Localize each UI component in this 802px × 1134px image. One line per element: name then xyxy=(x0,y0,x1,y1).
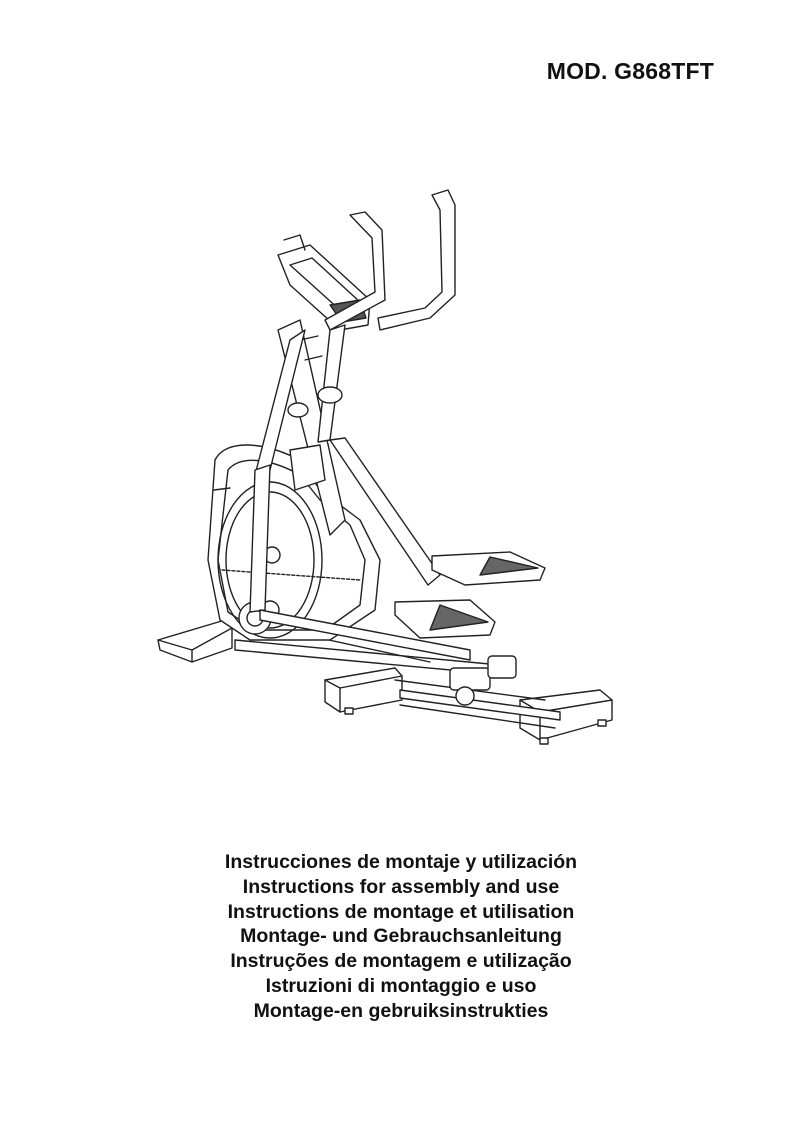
elliptical-trainer-icon xyxy=(140,175,630,755)
title-spanish: Instrucciones de montaje y utilización xyxy=(224,851,578,873)
title-portuguese: Instruções de montagem e utilização xyxy=(230,950,572,973)
title-german: Montage- und Gebrauchsanleitung xyxy=(240,925,562,948)
model-number: MOD. G868TFT xyxy=(546,58,714,84)
title-dutch: Montage-en gebruiksinstrukties xyxy=(253,999,549,1022)
instruction-titles xyxy=(0,850,802,1024)
title-english: Instructions for assembly and use xyxy=(242,875,560,898)
title-french: Instructions de montage et utilisation xyxy=(227,900,575,923)
rear-stabilizer xyxy=(158,620,232,662)
title-italian: Istruzioni di montaggio e uso xyxy=(265,974,537,997)
